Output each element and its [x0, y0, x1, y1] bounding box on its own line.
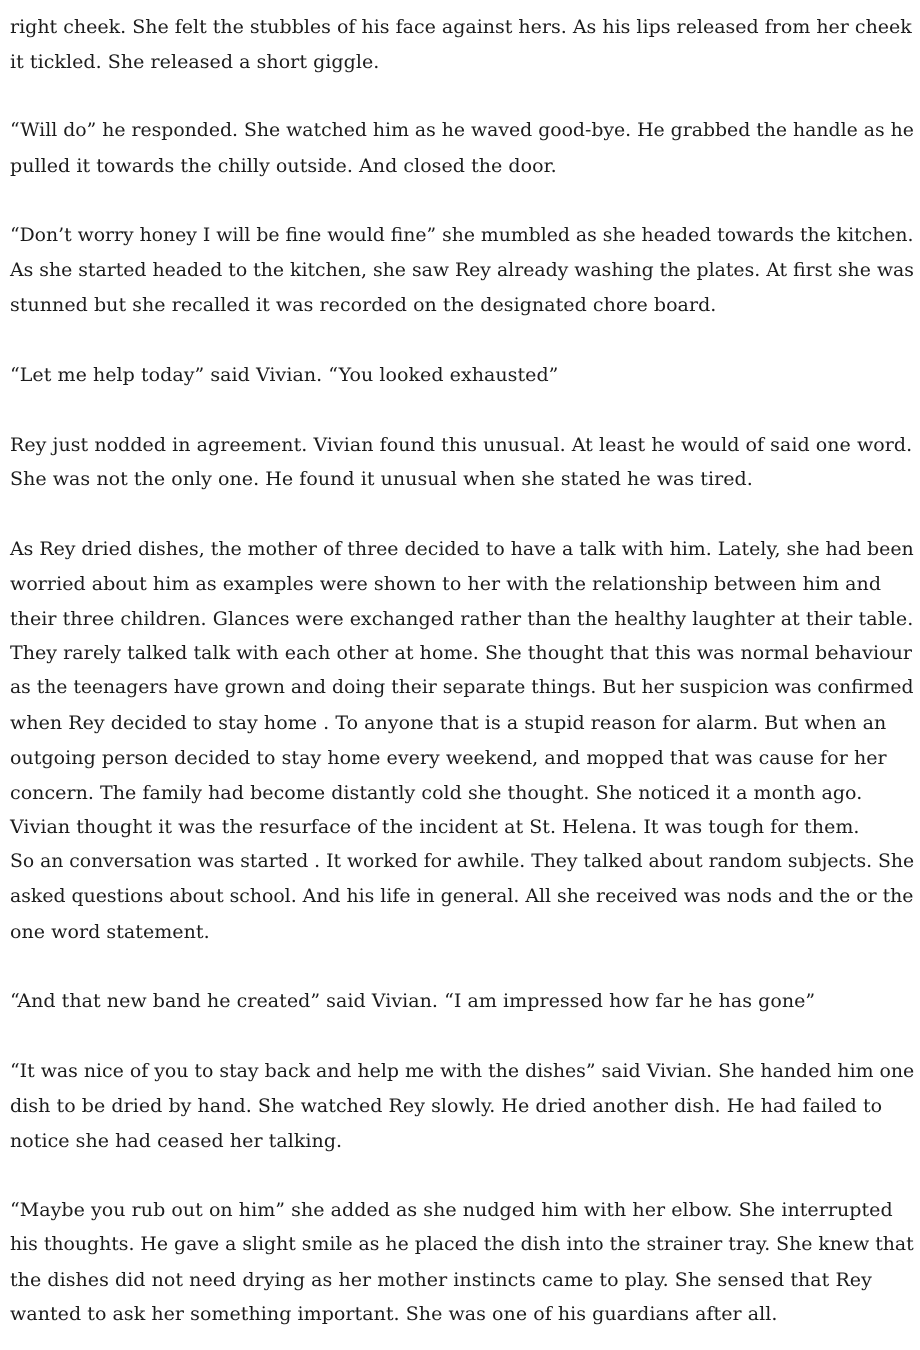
text-line: As Rey dried dishes, the mother of three decided to have a talk with him. Lately, she had been [10, 537, 914, 560]
paragraph [10, 1193, 914, 1332]
text-line: outgoing person decided to stay home every weekend, and mopped that was cause for her [10, 746, 887, 769]
text-line: As she started headed to the kitchen, she saw Rey already washing the plates. At first she was [10, 259, 914, 281]
text-line: “Let me help today” said Vivian. “You looked exhausted” [10, 363, 559, 386]
text-line: They rarely talked talk with each other at home. She thought that this was normal behaviour [10, 642, 913, 665]
paragraph [10, 532, 915, 950]
text-line: right cheek. She felt the stubbles of his face against hers. As his lips released from her cheek [10, 16, 912, 38]
paragraph [10, 428, 913, 498]
text-line: it tickled. She released a short giggle. [10, 50, 380, 73]
text-line: Rey just nodded in agreement. Vivian found this unusual. At least he would of said one word. [10, 433, 913, 456]
text-line: when Rey decided to stay home . To anyone that is a stupid reason for alarm. But when an [10, 711, 887, 734]
paragraph [10, 984, 896, 1019]
paragraph [10, 358, 896, 393]
text-line: concern. The family had become distantly cold she thought. She noticed it a month ago. [10, 781, 863, 804]
text-line: Vivian thought it was the resurface of the incident at St. Helena. It was tough for them. [10, 816, 860, 839]
text-line: dish to be dried by hand. She watched Rey slowly. He dried another dish. He had failed to [10, 1094, 883, 1117]
text-line: as the teenagers have grown and doing their separate things. But her suspicion was confirmed [10, 677, 914, 699]
text-line: pulled it towards the chilly outside. And closed the door. [10, 155, 557, 178]
text-line: notice she had ceased her talking. [10, 1129, 343, 1152]
text-line: So an conversation was started . It worked for awhile. They talked about random subjects. She [10, 851, 915, 873]
text-line: wanted to ask her something important. She was one of his guardians after all. [10, 1303, 778, 1326]
text-line: “And that new band he created” said Vivian. “I am impressed how far he has gone” [10, 990, 816, 1013]
text-line: the dishes did not need drying as her mother instincts came to play. She sensed that Rey [10, 1268, 872, 1291]
text-line: “It was nice of you to stay back and help me with the dishes” said Vivian. She handed him one [10, 1059, 915, 1082]
text-line: stunned but she recalled it was recorded on the designated chore board. [10, 294, 717, 317]
text-line: “Maybe you rub out on him” she added as she nudged him with her elbow. She interrupted [10, 1199, 893, 1222]
text-line: “Don’t worry honey I will be fine would fine” she mumbled as she headed towards the kitchen. [10, 224, 914, 246]
paragraph [10, 219, 914, 323]
text-line: worried about him as examples were shown to her with the relationship between him and [10, 572, 882, 595]
paragraph [10, 10, 912, 80]
text-line: his thoughts. He gave a slight smile as he placed the dish into the strainer tray. She knew that [10, 1233, 914, 1255]
paragraph [10, 1054, 915, 1158]
text-line: She was not the only one. He found it unusual when she stated he was tired. [10, 468, 753, 491]
text-line: asked questions about school. And his life in general. All she received was nods and the or the [10, 885, 914, 907]
text-line: one word statement. [10, 920, 210, 943]
text-line: “Will do” he responded. She watched him as he waved good-bye. He grabbed the handle as he [10, 120, 914, 142]
paragraph [10, 114, 914, 184]
text-line: their three children. Glances were exchanged rather than the healthy laughter at their table. [10, 607, 914, 630]
